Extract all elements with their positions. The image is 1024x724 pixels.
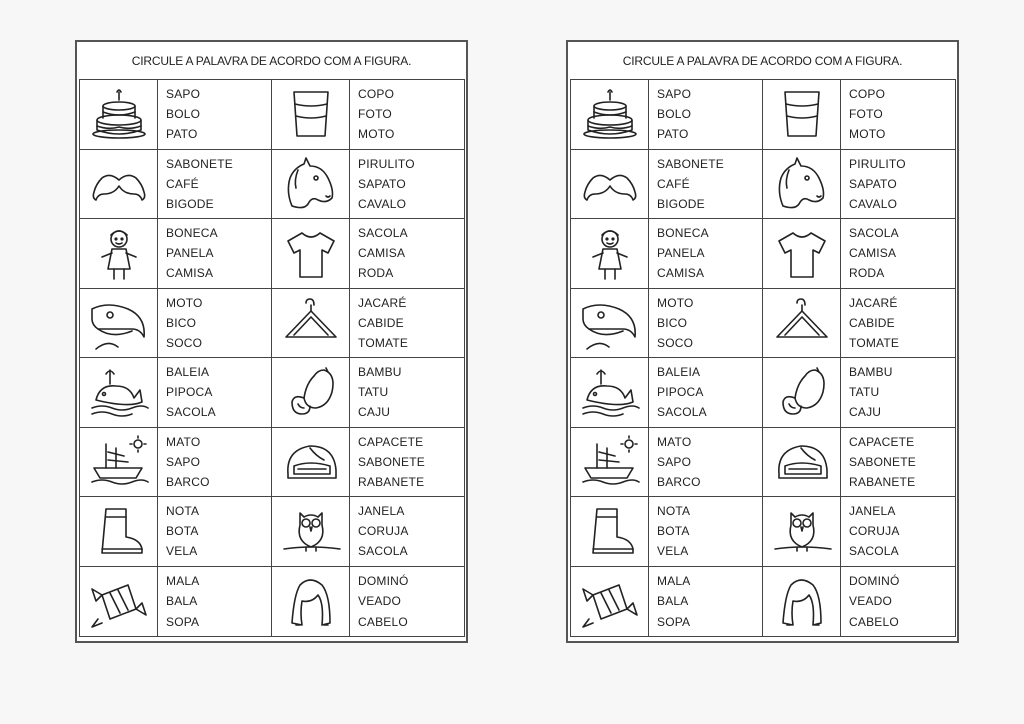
word-options bbox=[841, 289, 899, 358]
word-options bbox=[158, 567, 199, 637]
word-option[interactable]: VELA bbox=[657, 544, 689, 559]
word-options bbox=[649, 80, 691, 149]
word-option[interactable]: TOMATE bbox=[849, 335, 900, 350]
word-options bbox=[158, 428, 210, 497]
shirt-icon bbox=[763, 219, 841, 288]
word-option[interactable]: SAPO bbox=[166, 454, 201, 469]
cashew-icon bbox=[763, 358, 841, 427]
word-cell bbox=[80, 80, 272, 150]
word-option[interactable]: BOLO bbox=[657, 107, 692, 122]
word-cell bbox=[80, 497, 272, 567]
word-options bbox=[841, 428, 916, 497]
cashew-icon bbox=[272, 358, 350, 427]
word-option[interactable]: BICO bbox=[166, 315, 197, 330]
word-option[interactable]: CAVALO bbox=[849, 196, 898, 211]
word-option[interactable]: SABONETE bbox=[657, 156, 724, 171]
word-options bbox=[158, 358, 216, 427]
word-option[interactable]: BIGODE bbox=[166, 196, 214, 211]
word-cell bbox=[272, 497, 464, 567]
word-cell bbox=[571, 80, 763, 150]
word-option[interactable]: BOTA bbox=[657, 524, 690, 539]
word-option[interactable]: CAMISA bbox=[657, 266, 705, 281]
word-cell bbox=[571, 150, 763, 220]
word-option[interactable]: RABANETE bbox=[358, 474, 425, 489]
word-option[interactable]: SOPA bbox=[166, 614, 200, 629]
word-option[interactable]: JANELA bbox=[358, 504, 405, 519]
word-cell bbox=[763, 80, 955, 150]
word-option[interactable]: SAPO bbox=[657, 87, 692, 102]
word-option[interactable]: JANELA bbox=[849, 504, 896, 519]
worksheet-title: CIRCULE A PALAVRA DE ACORDO COM A FIGURA. bbox=[131, 54, 412, 68]
word-options bbox=[841, 567, 900, 637]
word-option[interactable]: PIRULITO bbox=[849, 156, 906, 171]
word-option[interactable]: CAFÉ bbox=[166, 176, 199, 191]
word-cell bbox=[272, 219, 464, 289]
word-options bbox=[649, 428, 701, 497]
boat-icon bbox=[80, 428, 158, 497]
word-cell bbox=[763, 358, 955, 428]
word-option[interactable]: JACARÉ bbox=[358, 295, 407, 310]
owl-icon bbox=[272, 497, 350, 566]
word-option[interactable]: BALA bbox=[166, 594, 198, 609]
boot-icon bbox=[80, 497, 158, 566]
word-option[interactable]: PATO bbox=[166, 127, 198, 142]
word-option[interactable]: CAVALO bbox=[358, 196, 407, 211]
word-cell bbox=[571, 567, 763, 637]
word-grid bbox=[570, 79, 956, 637]
word-option[interactable]: PIPOCA bbox=[166, 385, 213, 400]
word-cell bbox=[272, 567, 464, 637]
cake-icon bbox=[80, 80, 158, 149]
word-option[interactable]: JACARÉ bbox=[849, 295, 898, 310]
word-options bbox=[841, 358, 893, 427]
word-options bbox=[841, 150, 906, 219]
horse-icon bbox=[272, 150, 350, 219]
word-option[interactable]: FOTO bbox=[849, 107, 883, 122]
glass-icon bbox=[272, 80, 350, 149]
word-cell bbox=[571, 289, 763, 359]
word-option[interactable]: DOMINÓ bbox=[358, 573, 409, 588]
cake-icon bbox=[571, 80, 649, 149]
word-option[interactable]: CAMISA bbox=[849, 246, 897, 261]
word-option[interactable]: MALA bbox=[657, 573, 691, 588]
whale-icon bbox=[571, 358, 649, 427]
beak-icon bbox=[80, 289, 158, 358]
word-option[interactable]: CAPACETE bbox=[849, 434, 915, 449]
word-option[interactable]: COPO bbox=[849, 87, 886, 102]
owl-icon bbox=[763, 497, 841, 566]
word-option[interactable]: BAMBU bbox=[358, 365, 402, 380]
hair-icon bbox=[763, 567, 841, 637]
word-options bbox=[350, 428, 425, 497]
word-option[interactable]: CAJU bbox=[849, 405, 882, 420]
mustache-icon bbox=[80, 150, 158, 219]
word-option[interactable]: SOCO bbox=[166, 335, 203, 350]
word-grid bbox=[79, 79, 465, 637]
doll-icon bbox=[80, 219, 158, 288]
hanger-icon bbox=[272, 289, 350, 358]
word-option[interactable]: SACOLA bbox=[657, 405, 707, 420]
word-options bbox=[649, 567, 690, 637]
word-option[interactable]: SACOLA bbox=[166, 405, 216, 420]
word-option[interactable]: MOTO bbox=[358, 127, 395, 142]
word-options bbox=[649, 150, 724, 219]
word-option[interactable]: MOTO bbox=[849, 127, 886, 142]
word-options bbox=[649, 289, 694, 358]
word-cell bbox=[571, 497, 763, 567]
word-option[interactable]: BOLO bbox=[166, 107, 201, 122]
word-options bbox=[350, 289, 408, 358]
glass-icon bbox=[763, 80, 841, 149]
word-cell bbox=[763, 150, 955, 220]
word-option[interactable]: PANELA bbox=[166, 246, 214, 261]
horse-icon bbox=[763, 150, 841, 219]
word-cell bbox=[571, 358, 763, 428]
word-option[interactable]: CAMISA bbox=[166, 266, 214, 281]
word-options bbox=[350, 219, 408, 288]
candy-icon bbox=[571, 567, 649, 637]
word-cell bbox=[272, 358, 464, 428]
word-option[interactable]: SACOLA bbox=[849, 226, 899, 241]
word-option[interactable]: CABIDE bbox=[849, 315, 895, 330]
word-option[interactable]: MOTO bbox=[166, 295, 203, 310]
candy-icon bbox=[80, 567, 158, 637]
word-option[interactable]: BIGODE bbox=[657, 196, 705, 211]
word-option[interactable]: SAPO bbox=[166, 87, 201, 102]
word-option[interactable]: MATO bbox=[166, 434, 201, 449]
word-option[interactable]: BALEIA bbox=[166, 365, 210, 380]
mustache-icon bbox=[571, 150, 649, 219]
word-option[interactable]: NOTA bbox=[166, 504, 200, 519]
word-option[interactable]: VELA bbox=[166, 544, 198, 559]
word-option[interactable]: BOTA bbox=[166, 524, 199, 539]
word-option[interactable]: BALEIA bbox=[657, 365, 701, 380]
word-option[interactable]: PANELA bbox=[657, 246, 705, 261]
word-option[interactable]: PIPOCA bbox=[657, 385, 704, 400]
word-option[interactable]: SOCO bbox=[657, 335, 694, 350]
word-option[interactable]: VEADO bbox=[358, 594, 402, 609]
word-option[interactable]: BARCO bbox=[166, 474, 210, 489]
word-options bbox=[350, 497, 409, 566]
word-cell bbox=[272, 289, 464, 359]
word-cell bbox=[571, 428, 763, 498]
word-option[interactable]: CABELO bbox=[849, 614, 899, 629]
word-option[interactable]: CABELO bbox=[358, 614, 408, 629]
word-cell bbox=[80, 150, 272, 220]
word-option[interactable]: SAPATO bbox=[849, 176, 897, 191]
word-cell bbox=[272, 428, 464, 498]
word-option[interactable]: SAPATO bbox=[358, 176, 406, 191]
word-option[interactable]: NOTA bbox=[657, 504, 691, 519]
word-option[interactable]: BARCO bbox=[657, 474, 701, 489]
word-option[interactable]: RABANETE bbox=[849, 474, 916, 489]
word-option[interactable]: SACOLA bbox=[849, 544, 899, 559]
word-options bbox=[350, 80, 395, 149]
word-options bbox=[158, 80, 200, 149]
word-option[interactable]: DOMINÓ bbox=[849, 573, 900, 588]
word-option[interactable]: COPO bbox=[358, 87, 395, 102]
word-option[interactable]: BONECA bbox=[657, 226, 709, 241]
shirt-icon bbox=[272, 219, 350, 288]
word-cell bbox=[272, 150, 464, 220]
word-options bbox=[350, 150, 415, 219]
word-option[interactable]: BONECA bbox=[166, 226, 218, 241]
word-option[interactable]: PIRULITO bbox=[358, 156, 415, 171]
word-cell bbox=[763, 289, 955, 359]
word-option[interactable]: CORUJA bbox=[358, 524, 409, 539]
word-options bbox=[158, 497, 199, 566]
word-option[interactable]: MATO bbox=[657, 434, 692, 449]
word-option[interactable]: BICO bbox=[657, 315, 688, 330]
word-options bbox=[649, 358, 707, 427]
worksheet-right bbox=[566, 40, 959, 643]
word-option[interactable]: TATU bbox=[849, 385, 880, 400]
word-option[interactable]: SAPO bbox=[657, 454, 692, 469]
word-options bbox=[350, 567, 409, 637]
word-option[interactable]: CABIDE bbox=[358, 315, 404, 330]
word-cell bbox=[763, 497, 955, 567]
hanger-icon bbox=[763, 289, 841, 358]
word-options bbox=[841, 497, 900, 566]
word-option[interactable]: SABONETE bbox=[849, 454, 916, 469]
word-option[interactable]: SABONETE bbox=[166, 156, 233, 171]
helmet-icon bbox=[272, 428, 350, 497]
word-options bbox=[649, 497, 690, 566]
word-option[interactable]: PATO bbox=[657, 127, 689, 142]
word-option[interactable]: RODA bbox=[358, 266, 394, 281]
word-cell bbox=[763, 219, 955, 289]
whale-icon bbox=[80, 358, 158, 427]
boot-icon bbox=[571, 497, 649, 566]
word-options bbox=[350, 358, 402, 427]
word-option[interactable]: RODA bbox=[849, 266, 885, 281]
word-option[interactable]: MOTO bbox=[657, 295, 694, 310]
word-cell bbox=[80, 219, 272, 289]
word-options bbox=[158, 289, 203, 358]
word-option[interactable]: MALA bbox=[166, 573, 200, 588]
word-option[interactable]: VEADO bbox=[849, 594, 893, 609]
word-option[interactable]: BALA bbox=[657, 594, 689, 609]
doll-icon bbox=[571, 219, 649, 288]
worksheet-left bbox=[75, 40, 468, 643]
word-options bbox=[841, 80, 886, 149]
word-cell bbox=[80, 289, 272, 359]
word-option[interactable]: CORUJA bbox=[849, 524, 900, 539]
word-option[interactable]: FOTO bbox=[358, 107, 392, 122]
word-option[interactable]: TOMATE bbox=[358, 335, 409, 350]
word-option[interactable]: BAMBU bbox=[849, 365, 893, 380]
word-cell bbox=[571, 219, 763, 289]
word-option[interactable]: SABONETE bbox=[358, 454, 425, 469]
word-option[interactable]: TATU bbox=[358, 385, 389, 400]
hair-icon bbox=[272, 567, 350, 637]
word-cell bbox=[80, 567, 272, 637]
word-options bbox=[158, 219, 218, 288]
word-options bbox=[158, 150, 233, 219]
word-option[interactable]: SOPA bbox=[657, 614, 691, 629]
word-option[interactable]: SACOLA bbox=[358, 226, 408, 241]
word-options bbox=[841, 219, 899, 288]
word-cell bbox=[763, 567, 955, 637]
word-options bbox=[649, 219, 709, 288]
beak-icon bbox=[571, 289, 649, 358]
helmet-icon bbox=[763, 428, 841, 497]
word-option[interactable]: CAJU bbox=[358, 405, 391, 420]
word-cell bbox=[272, 80, 464, 150]
word-cell bbox=[763, 428, 955, 498]
word-cell bbox=[80, 358, 272, 428]
word-option[interactable]: CAMISA bbox=[358, 246, 406, 261]
worksheet-title: CIRCULE A PALAVRA DE ACORDO COM A FIGURA. bbox=[622, 54, 903, 68]
word-option[interactable]: SACOLA bbox=[358, 544, 408, 559]
word-option[interactable]: CAFÉ bbox=[657, 176, 690, 191]
word-cell bbox=[80, 428, 272, 498]
word-option[interactable]: CAPACETE bbox=[358, 434, 424, 449]
boat-icon bbox=[571, 428, 649, 497]
